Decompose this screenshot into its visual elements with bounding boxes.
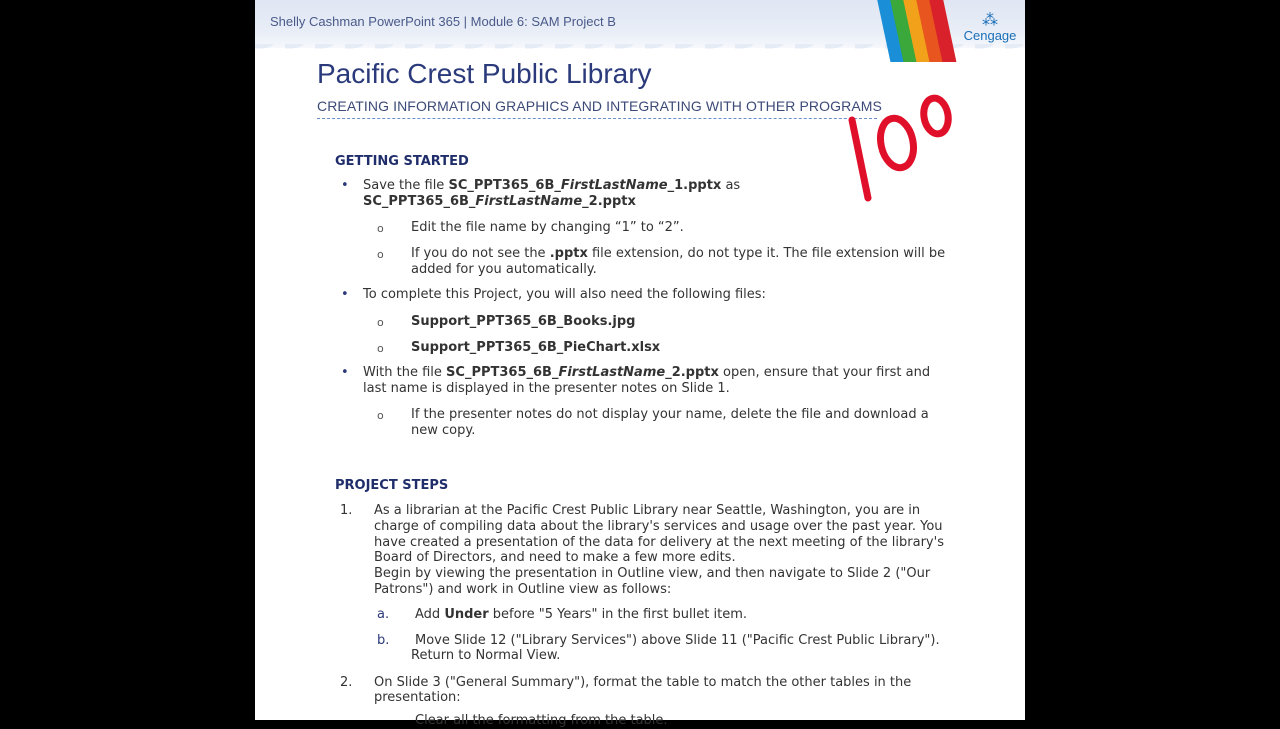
filename-italic: FirstLastName [475,194,583,209]
filename-ext: _2.pptx [582,194,636,209]
cengage-logo-text: Cengage [963,28,1017,43]
text: With the file [363,365,447,380]
step-1-line-5: Begin by viewing the presentation in Outline view, and then navigate to Slide 2 ("Our [374,566,931,581]
step-2-line-2: presentation: [374,690,461,705]
filename-italic: FirstLastName [560,178,668,193]
step-1a [415,607,747,623]
handwritten-grade-mark [840,88,960,208]
text: Add [415,607,445,622]
filename: SC_PPT365_6B_ [448,178,561,193]
text: before "5 Years" in the first bullet item. [488,607,747,622]
gs-support-file-books [411,314,635,330]
filename: Support_PPT365_6B_PieChart.xlsx [411,340,661,355]
brand-stripes [883,0,963,62]
step-2-line-1: On Slide 3 ("General Summary"), format the table to match the other tables in the [374,675,912,690]
step-1-line-2: charge of compiling data about the library's services and usage over the past year. You [374,519,943,534]
gs-bullet-1-line-1 [363,178,740,194]
gs-bullet-1-line-2 [363,194,636,210]
subtitle-divider [317,118,877,119]
extension-bold: .pptx [549,246,588,261]
substep-letter: b. [377,633,390,648]
gs-sub-extension-line-1 [411,246,945,262]
bold-text: Under [444,607,489,622]
gs-sub-notes-line-1: If the presenter notes do not display your name, delete the file and download a [411,407,929,422]
substep-letter: a. [377,607,390,622]
document-title: Pacific Crest Public Library [317,58,652,89]
gs-bullet-3-line-2: last name is displayed in the presenter notes on Slide 1. [363,381,730,396]
bullet-glyph: • [341,178,349,193]
bullet-glyph: • [341,365,349,380]
document-subtitle: CREATING INFORMATION GRAPHICS AND INTEGRATING WITH OTHER PROGRAMS [317,98,882,114]
text: as [721,178,741,193]
filename-ext: _1.pptx [667,178,722,193]
text: open, ensure that your first and [718,365,931,380]
sub-bullet-glyph: o [377,316,384,329]
sub-bullet-glyph: o [377,248,384,261]
step-1b-line-1: Move Slide 12 ("Library Services") above Slide 11 ("Pacific Crest Public Library"). [415,633,940,648]
document-page [255,0,1025,728]
step-number: 2. [340,675,353,690]
text: If you do not see the [411,246,550,261]
filename-ext: _2.pptx [665,365,719,380]
gs-sub-notes-line-2: new copy. [411,423,476,438]
step-1-line-4: Board of Directors, and need to make a few more edits. [374,550,736,565]
gs-support-file-piechart [411,340,660,356]
step-1-line-6: Patrons") and work in Outline view as follows: [374,582,672,597]
gs-bullet-3-line-1 [363,365,930,381]
step-2a-partial: Clear all the formatting from the table. [415,713,668,728]
cengage-logo [955,12,1025,43]
gs-bullet-2: To complete this Project, you will also need the following files: [363,287,766,302]
step-1b-line-2: Return to Normal View. [411,648,561,663]
text: Save the file [363,178,449,193]
cengage-mark-icon: ⁂ [982,10,998,29]
sub-bullet-glyph: o [377,222,384,235]
text: file extension, do not type it. The file extension will be [587,246,946,261]
project-steps-heading: PROJECT STEPS [335,478,449,493]
filename: SC_PPT365_6B_ [363,194,476,209]
filename: Support_PPT365_6B_Books.jpg [411,314,636,329]
filename-italic: FirstLastName [558,365,666,380]
sub-bullet-glyph: o [377,409,384,422]
gs-sub-extension-line-2: added for you automatically. [411,262,597,277]
sub-bullet-glyph: o [377,342,384,355]
step-1-line-1: As a librarian at the Pacific Crest Public Library near Seattle, Washington, you are in [374,503,921,518]
getting-started-heading: GETTING STARTED [335,154,469,169]
step-1-line-3: have created a presentation of the data for delivery at the next meeting of the library's [374,535,944,550]
gs-sub-edit-filename: Edit the file name by changing “1” to “2”. [411,220,684,235]
course-header-text: Shelly Cashman PowerPoint 365 | Module 6: SAM Project B [270,14,616,29]
filename: SC_PPT365_6B_ [446,365,559,380]
step-number: 1. [340,503,353,518]
bullet-glyph: • [341,287,349,302]
